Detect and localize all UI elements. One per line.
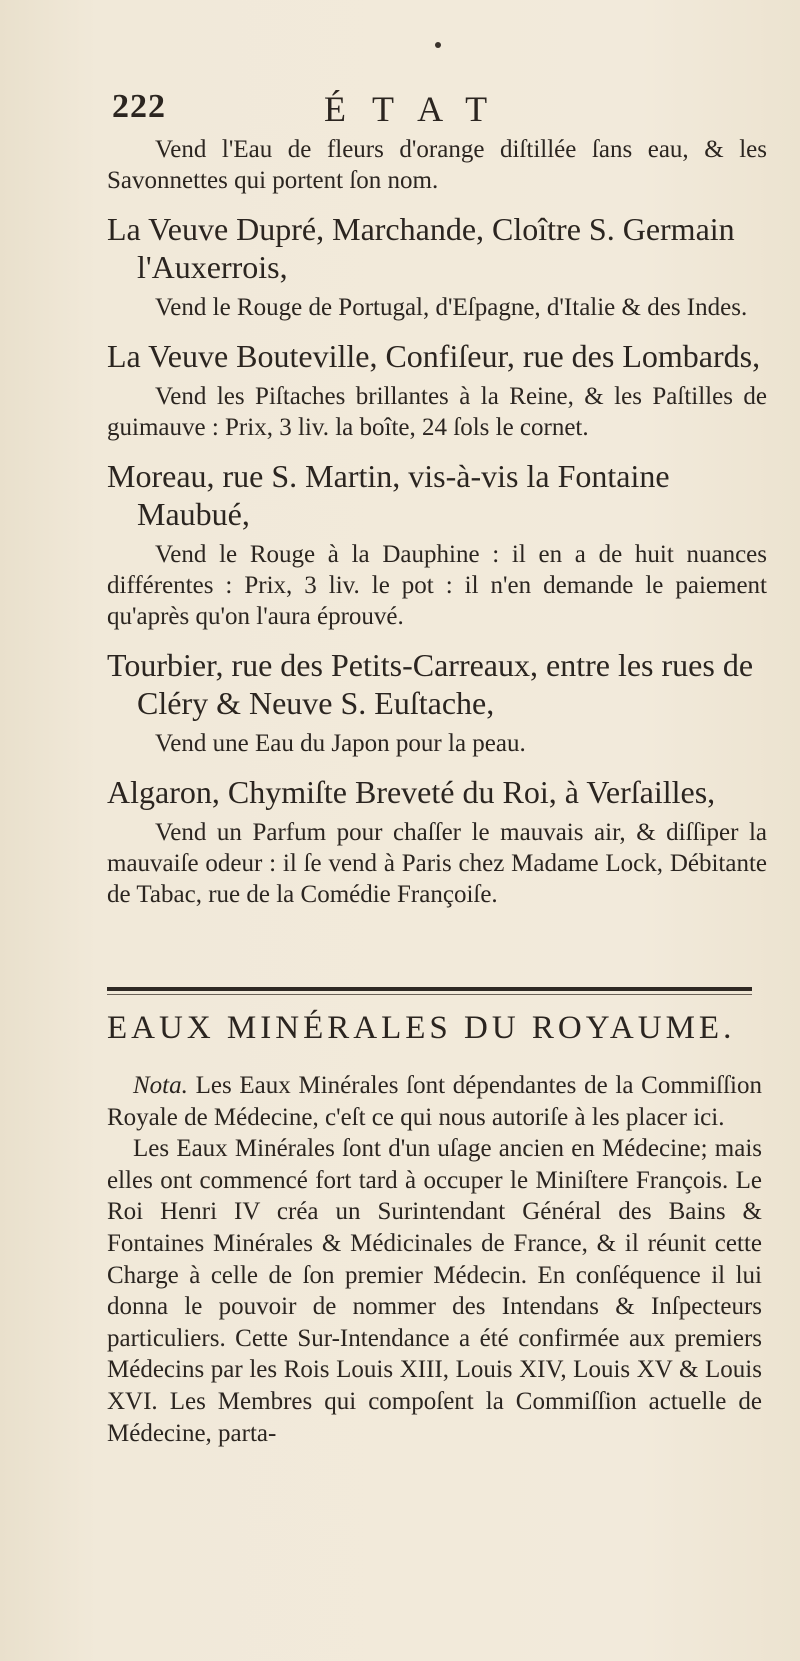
entry-heading: La Veuve Dupré, Marchande, Cloître S. Germain l'Auxerrois, (107, 211, 735, 285)
entries-block (107, 134, 767, 910)
section-body (107, 1070, 762, 1449)
entry-bouteville (107, 337, 767, 443)
entry-description: Vend une Eau du Japon pour la peau. (155, 730, 526, 757)
entry-description: Vend le Rouge de Portugal, d'Eſpagne, d'Italie & des Indes. (155, 294, 748, 321)
section-divider (107, 987, 752, 991)
nota-paragraph (107, 1070, 762, 1133)
intro-description: Vend l'Eau de fleurs d'orange diſtillée ſans eau, & les Savonnettes qui portent ſon nom. (107, 136, 767, 194)
entry-moreau (107, 457, 767, 632)
entry-dupre (107, 210, 767, 323)
running-header (112, 88, 752, 138)
entry-description: Vend les Piſtaches brillantes à la Reine, & les Paſtilles de guimauve : Prix, 3 liv. la boîte, 24 ſols le cornet. (107, 383, 767, 441)
entry-heading: Moreau, rue S. Martin, vis-à-vis la Fontaine Maubué, (107, 458, 670, 532)
history-paragraph: Les Eaux Minérales ſont d'un uſage ancien en Médecine; mais elles ont commencé fort tard à occuper le Miniſtere François. Le Roi Henri IV créa un Surintendant Général des Bains & Fontaines Minérales & Médicinales de France, & il réunit cette Charge à celle de ſon premier Médecin. En conſéquence il lui donna le pouvoir de nommer des Intendans & Inſpecteurs particuliers. Cette Sur-Intendance a été confirmée aux premiers Médecins par les Rois Louis XIII, Louis XIV, Louis XV & Louis XVI. Les Membres qui compoſent la Commiſſion actuelle de Médecine, parta- (107, 1135, 762, 1447)
running-title: ÉTAT (324, 89, 514, 129)
entry-heading: Tourbier, rue des Petits-Carreaux, entre les rues de Cléry & Neuve S. Euſtache, (107, 647, 754, 721)
entry-heading: Algaron, Chymiſte Breveté du Roi, à Verſailles, (107, 774, 716, 810)
entry-description: Vend le Rouge à la Dauphine : il en a de huit nuances différentes : Prix, 3 liv. le pot : il n'en demande le paiement qu'après qu'on l'aura éprouvé. (107, 541, 767, 630)
entry-tourbier (107, 646, 767, 759)
ink-speck (435, 42, 441, 48)
entry-description: Vend un Parfum pour chaſſer le mauvais air, & diſſiper la mauvaiſe odeur : il ſe vend à Paris chez Madame Lock, Débitante de Tabac, rue de la Comédie Françoiſe. (107, 819, 767, 908)
nota-label: Nota. (133, 1072, 188, 1099)
page-number: 222 (112, 88, 166, 125)
entry-algaron (107, 773, 767, 910)
section-title: EAUX MINÉRALES DU ROYAUME. (107, 1010, 736, 1046)
entry-heading: La Veuve Bouteville, Confiſeur, rue des Lombards, (107, 338, 761, 374)
nota-text: Les Eaux Minérales ſont dépendantes de la Commiſſion Royale de Médecine, c'eſt ce qui nous autoriſe à les placer ici. (107, 1072, 762, 1131)
